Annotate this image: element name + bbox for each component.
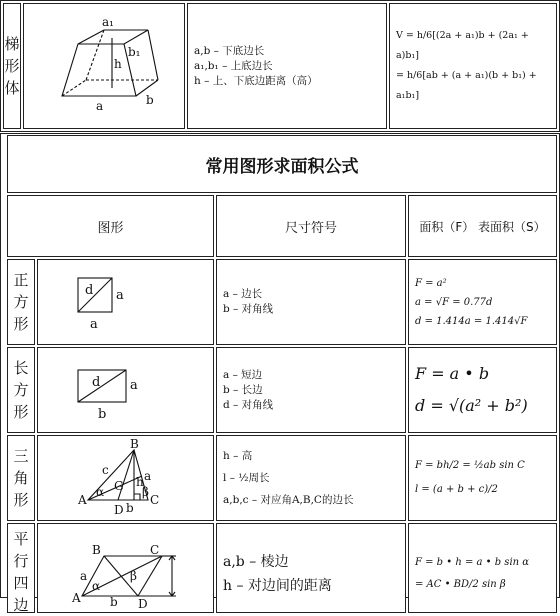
dim-line: h – 高 bbox=[223, 450, 253, 462]
dim-line: b – 对角线 bbox=[223, 303, 274, 315]
frustum-label-h: h bbox=[114, 57, 122, 71]
dim-line: a – 短边 bbox=[223, 368, 263, 381]
triangle-figure-cell bbox=[37, 435, 214, 521]
name-char: 四 bbox=[13, 574, 29, 592]
frustum-figure bbox=[24, 4, 184, 128]
triangle-label-D: D bbox=[114, 503, 124, 517]
formula-line: = h/6[ab + (a + a₁)(b + b₁) + a₁b₁] bbox=[396, 70, 537, 101]
dim-line: a₁,b₁ – 上底边长 bbox=[194, 59, 273, 72]
rectangle-formula bbox=[408, 347, 557, 433]
header-figure: 图形 bbox=[7, 195, 214, 257]
frustum-dims bbox=[187, 3, 387, 129]
name-char: 方 bbox=[13, 293, 29, 311]
formula-line: F = a² bbox=[415, 277, 447, 289]
dim-line: l – ½周长 bbox=[223, 472, 270, 484]
row-name-square bbox=[7, 259, 35, 345]
dim-line: d – 对角线 bbox=[223, 398, 274, 411]
row-name-rectangle bbox=[7, 347, 35, 433]
triangle-formula bbox=[408, 435, 557, 521]
formula-line: F = a • b bbox=[415, 364, 490, 383]
triangle-label-alpha: α bbox=[96, 485, 105, 499]
name-char: 方 bbox=[13, 381, 29, 399]
frustum-figure-cell bbox=[23, 3, 185, 129]
square-label-d: d bbox=[85, 283, 94, 298]
dim-line: a – 边长 bbox=[223, 288, 263, 300]
triangle-label-b: b bbox=[126, 501, 134, 515]
name-char: 正 bbox=[13, 271, 29, 289]
frustum-name bbox=[3, 3, 21, 129]
frustum-name-char: 形 bbox=[4, 57, 20, 75]
frustum-name-char: 体 bbox=[4, 79, 20, 97]
formula-line: F = bh/2 = ½ab sin C bbox=[415, 460, 525, 471]
triangle-dims bbox=[216, 435, 406, 521]
triangle-label-C: C bbox=[150, 493, 160, 507]
triangle-label-A: A bbox=[78, 493, 87, 507]
rectangle-dims bbox=[216, 347, 406, 433]
name-char: 行 bbox=[13, 552, 29, 570]
dim-line: b – 长边 bbox=[223, 383, 263, 396]
name-char: 长 bbox=[13, 359, 29, 377]
formula-line: F = b • h = a • b sin α bbox=[415, 557, 530, 568]
name-char: 形 bbox=[13, 403, 29, 421]
name-char: 边 bbox=[13, 596, 29, 614]
square-formula bbox=[408, 259, 557, 345]
parallelogram-dims bbox=[216, 523, 406, 613]
dim-line: a,b,c – 对应角A,B,C的边长 bbox=[223, 494, 354, 506]
row-name-parallelogram bbox=[7, 523, 35, 613]
dim-line: a,b – 棱边 bbox=[223, 554, 289, 570]
formula-line: d = √(a² + b²) bbox=[415, 396, 528, 415]
square-figure bbox=[38, 260, 213, 344]
section-title: 常用图形求面积公式 bbox=[7, 135, 557, 193]
name-char: 形 bbox=[13, 491, 29, 509]
dim-line: a,b – 下底边长 bbox=[194, 44, 265, 57]
formula-line: V = h/6[(2a + a₁)b + (2a₁ + a)b₁] bbox=[396, 30, 529, 61]
para-label-B: B bbox=[92, 543, 101, 557]
parallelogram-formula bbox=[408, 523, 557, 613]
frustum-label-a1: a₁ bbox=[102, 15, 114, 29]
dim-line: h – 对边间的距离 bbox=[223, 578, 332, 594]
frustum-name-char: 梯 bbox=[4, 35, 20, 53]
triangle-label-beta: β bbox=[142, 485, 149, 499]
rectangle-label-a: a bbox=[130, 378, 138, 393]
para-label-A: A bbox=[72, 591, 81, 605]
rectangle-figure bbox=[38, 348, 213, 432]
dim-line: h – 上、下底边距离（高） bbox=[194, 74, 318, 87]
para-label-alpha: α bbox=[92, 579, 101, 593]
para-label-D: D bbox=[138, 597, 148, 611]
formula-line: l = (a + b + c)/2 bbox=[415, 484, 498, 495]
rectangle-label-d: d bbox=[92, 375, 101, 390]
name-char: 形 bbox=[13, 315, 29, 333]
square-label-a-side: a bbox=[116, 288, 124, 303]
frustum-label-a: a bbox=[96, 99, 104, 113]
para-label-b: b bbox=[110, 595, 118, 609]
para-label-a: a bbox=[80, 569, 88, 583]
triangle-label-G: G bbox=[114, 479, 124, 493]
frustum-label-b: b bbox=[146, 93, 154, 107]
parallelogram-figure bbox=[38, 524, 213, 612]
name-char: 平 bbox=[13, 530, 29, 548]
triangle-label-c: c bbox=[102, 463, 109, 477]
para-label-C: C bbox=[150, 543, 160, 557]
formula-line: = AC • BD/2 sin β bbox=[415, 579, 506, 590]
triangle-label-a: a bbox=[144, 469, 152, 483]
formula-line: d = 1.414a = 1.414√F bbox=[415, 315, 528, 327]
frustum-formula bbox=[389, 3, 557, 129]
triangle-figure bbox=[38, 436, 213, 520]
name-char: 角 bbox=[13, 469, 29, 487]
triangle-label-B: B bbox=[130, 437, 139, 451]
header-dims: 尺寸符号 bbox=[216, 195, 406, 257]
square-dims bbox=[216, 259, 406, 345]
rectangle-figure-cell bbox=[37, 347, 214, 433]
row-name-triangle bbox=[7, 435, 35, 521]
formula-line: a = √F = 0.77d bbox=[415, 296, 493, 308]
frustum-label-b1: b₁ bbox=[128, 45, 141, 59]
header-area: 面积（F） 表面积（S） bbox=[408, 195, 557, 257]
square-figure-cell bbox=[37, 259, 214, 345]
square-label-a-bottom: a bbox=[90, 317, 98, 332]
para-label-beta: β bbox=[130, 569, 137, 583]
parallelogram-figure-cell bbox=[37, 523, 214, 613]
rectangle-label-b: b bbox=[98, 407, 107, 422]
name-char: 三 bbox=[13, 447, 29, 465]
triangle-label-h: h bbox=[136, 475, 144, 489]
